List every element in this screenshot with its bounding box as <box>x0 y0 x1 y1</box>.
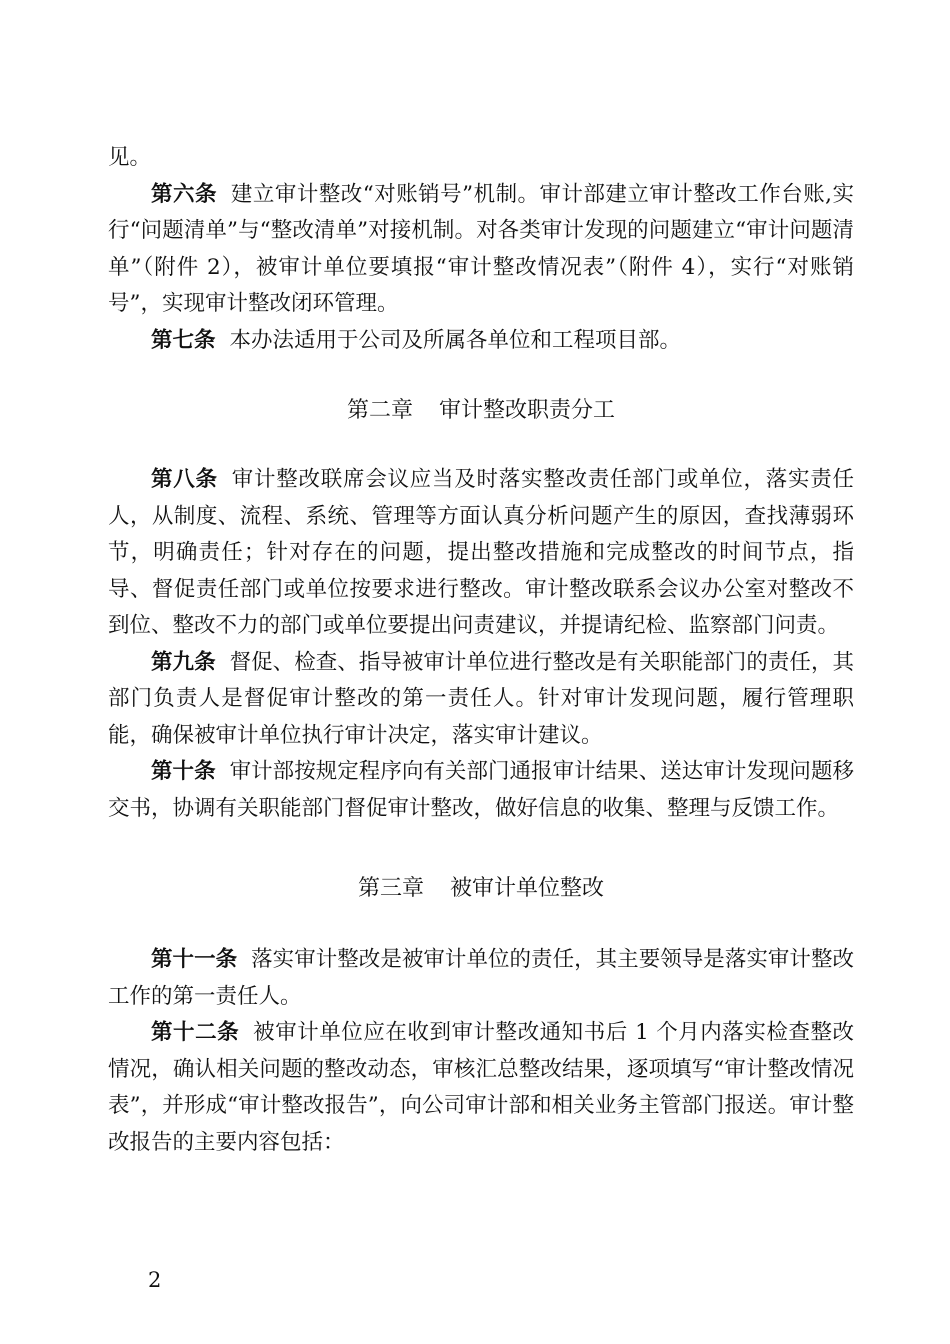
article-10 <box>108 754 854 827</box>
article-11-label: 第十一条 <box>151 947 238 972</box>
chapter-2-title: 审计整改职责分工 <box>439 398 616 423</box>
article-12-label: 第十二条 <box>151 1020 240 1045</box>
article-7 <box>108 323 854 360</box>
paragraph-intro: 见。 <box>108 145 152 170</box>
article-8-text: 审计整改联席会议应当及时落实整改责任部门或单位，落实责任人，从制度、流程、系统、管理等方面认真分析问题产生的原因，查找薄弱环节，明确责任；针对存在的问题，提出整改措施和完成整改的时间节点，指导、督促责任部门或单位按要求进行整改。审计整改联系会议办公室对整改不到位、整改不力的部门或单位要提出问责建议，并提请纪检、监察部门问责。 <box>108 467 854 638</box>
article-7-label: 第七条 <box>151 327 216 353</box>
article-11-text: 落实审计整改是被审计单位的责任，其主要领导是落实审计整改工作的第一责任人。 <box>108 947 854 1009</box>
chapter-3-number: 第三章 <box>357 876 424 901</box>
chapter-2-heading <box>108 393 854 424</box>
article-10-text: 审计部按规定程序向有关部门通报审计结果、送达审计发现问题移交书，协调有关职能部门督促审计整改，做好信息的收集、整理与反馈工作。 <box>108 759 854 821</box>
page-number: 2 <box>148 1268 162 1292</box>
article-8 <box>108 462 854 645</box>
document-body <box>108 140 854 1161</box>
article-9-label: 第九条 <box>151 649 216 675</box>
article-9 <box>108 645 854 755</box>
article-6-label: 第六条 <box>151 181 217 207</box>
chapter-3-heading <box>108 871 854 902</box>
chapter-2-number: 第二章 <box>346 398 413 423</box>
article-8-label: 第八条 <box>151 467 218 492</box>
article-6-text: 建立审计整改“对账销号”机制。审计部建立审计整改工作台账,实行“问题清单”与“整改清单”对接机制。对各类审计发现的问题建立“审计问题清单”（附件 2），被审计单位要填报“审计整改情况表”（附件 4），实行“对账销号”，实现审计整改闭环管理。 <box>108 181 854 316</box>
article-12 <box>108 1015 854 1161</box>
article-7-text: 本办法适用于公司及所属各单位和工程项目部。 <box>229 327 682 353</box>
article-6 <box>108 177 854 323</box>
chapter-3-title: 被审计单位整改 <box>450 876 605 901</box>
article-10-label: 第十条 <box>151 759 216 784</box>
article-12-text: 被审计单位应在收到审计整改通知书后 1 个月内落实检查整改情况，确认相关问题的整改动态，审核汇总整改结果，逐项填写“审计整改情况表”，并形成“审计整改报告”，向公司审计部和相关业务主管部门报送。审计整改报告的主要内容包括： <box>108 1020 854 1155</box>
article-11 <box>108 942 854 1015</box>
article-9-text: 督促、检查、指导被审计单位进行整改是有关职能部门的责任，其部门负责人是督促审计整改的第一责任人。针对审计发现问题，履行管理职能，确保被审计单位执行审计决定，落实审计建议。 <box>108 649 854 748</box>
